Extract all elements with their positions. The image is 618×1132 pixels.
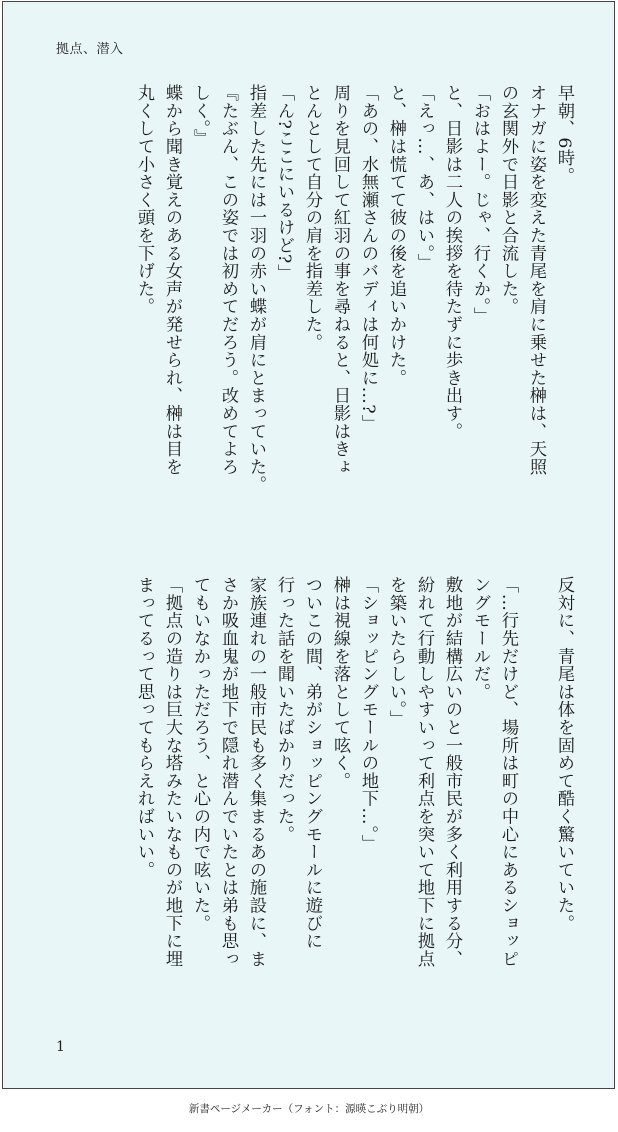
text-block-bottom bbox=[130, 576, 578, 994]
page-number: 1 bbox=[56, 1039, 65, 1055]
text-line: しく。』 bbox=[190, 84, 210, 147]
text-line: 「ん?ここにいるけど?」 bbox=[274, 84, 294, 282]
text-line: 周りを見回して紅羽の事を尋ねると、日影はきょ bbox=[330, 84, 350, 476]
text-line: 『たぶん、この姿では初めてだろう。改めてよろ bbox=[218, 84, 238, 476]
text-line: 「拠点の造りは巨大な塔みたいなものが地下に埋 bbox=[162, 576, 182, 968]
text-line: と、榊は慌てて彼の後を追いかけた。 bbox=[386, 84, 406, 387]
text-block-top bbox=[130, 84, 578, 502]
text-line: 早朝、6時。 bbox=[554, 84, 574, 185]
text-line: 「あの、水無瀬さんのバディは何処に…?」 bbox=[358, 84, 378, 433]
text-line: 「えっ…、あ、はい。」 bbox=[414, 84, 434, 272]
text-line: 行った話を聞いたばかりだった。 bbox=[274, 576, 294, 843]
text-line: ングモールだ。 bbox=[470, 576, 490, 701]
text-line: 丸くして小さく頭を下げた。 bbox=[134, 84, 154, 316]
chapter-header: 拠点、潜入 bbox=[56, 42, 124, 57]
text-line: てもいなかっただろう、と心の内で呟いた。 bbox=[190, 576, 210, 932]
text-line: 蝶から聞き覚えのある女声が発せられ、榊は目を bbox=[162, 84, 182, 476]
text-line: を築いたらしい。」 bbox=[386, 576, 406, 728]
footer-credit: 新書ページメーカー（フォント：源暎こぶり明朝） bbox=[188, 1103, 430, 1115]
text-line: 敷地が結構広いのと一般市民が多く利用する分、 bbox=[442, 576, 462, 968]
book-page bbox=[2, 1, 615, 1089]
text-line: とんとして自分の肩を指差した。 bbox=[302, 84, 322, 351]
blank-line bbox=[522, 576, 550, 994]
text-line: さか吸血鬼が地下で隠れ潜んでいたとは弟も思っ bbox=[218, 576, 238, 968]
text-line: 「ショッピングモールの地下…。」 bbox=[358, 576, 378, 853]
text-line: まってるって思ってもらえればいい。 bbox=[134, 576, 154, 879]
text-line: 「…行先だけど、場所は町の中心にあるショッピ bbox=[498, 576, 518, 968]
text-line: 指差した先には一羽の赤い蝶が肩にとまっていた。 bbox=[246, 84, 266, 494]
text-line: オナガに姿を変えた青尾を肩に乗せた榊は、天照 bbox=[526, 84, 546, 476]
text-line: ついこの間、弟がショッピングモールに遊びに bbox=[302, 576, 322, 950]
text-line: の玄関外で日影と合流した。 bbox=[498, 84, 518, 316]
text-line: 反対に、青尾は体を固めて酷く驚いていた。 bbox=[554, 576, 574, 932]
text-line: 紛れて行動しやすいって利点を突いて地下に拠点 bbox=[414, 576, 434, 968]
text-line: 榊は視線を落として呟く。 bbox=[330, 576, 350, 790]
text-line: 家族連れの一般市民も多く集まるあの施設に、ま bbox=[246, 576, 266, 968]
text-line: と、日影は二人の挨拶を待たずに歩き出す。 bbox=[442, 84, 462, 440]
text-line: 「おはよー。じゃ、行くか。」 bbox=[470, 84, 490, 325]
